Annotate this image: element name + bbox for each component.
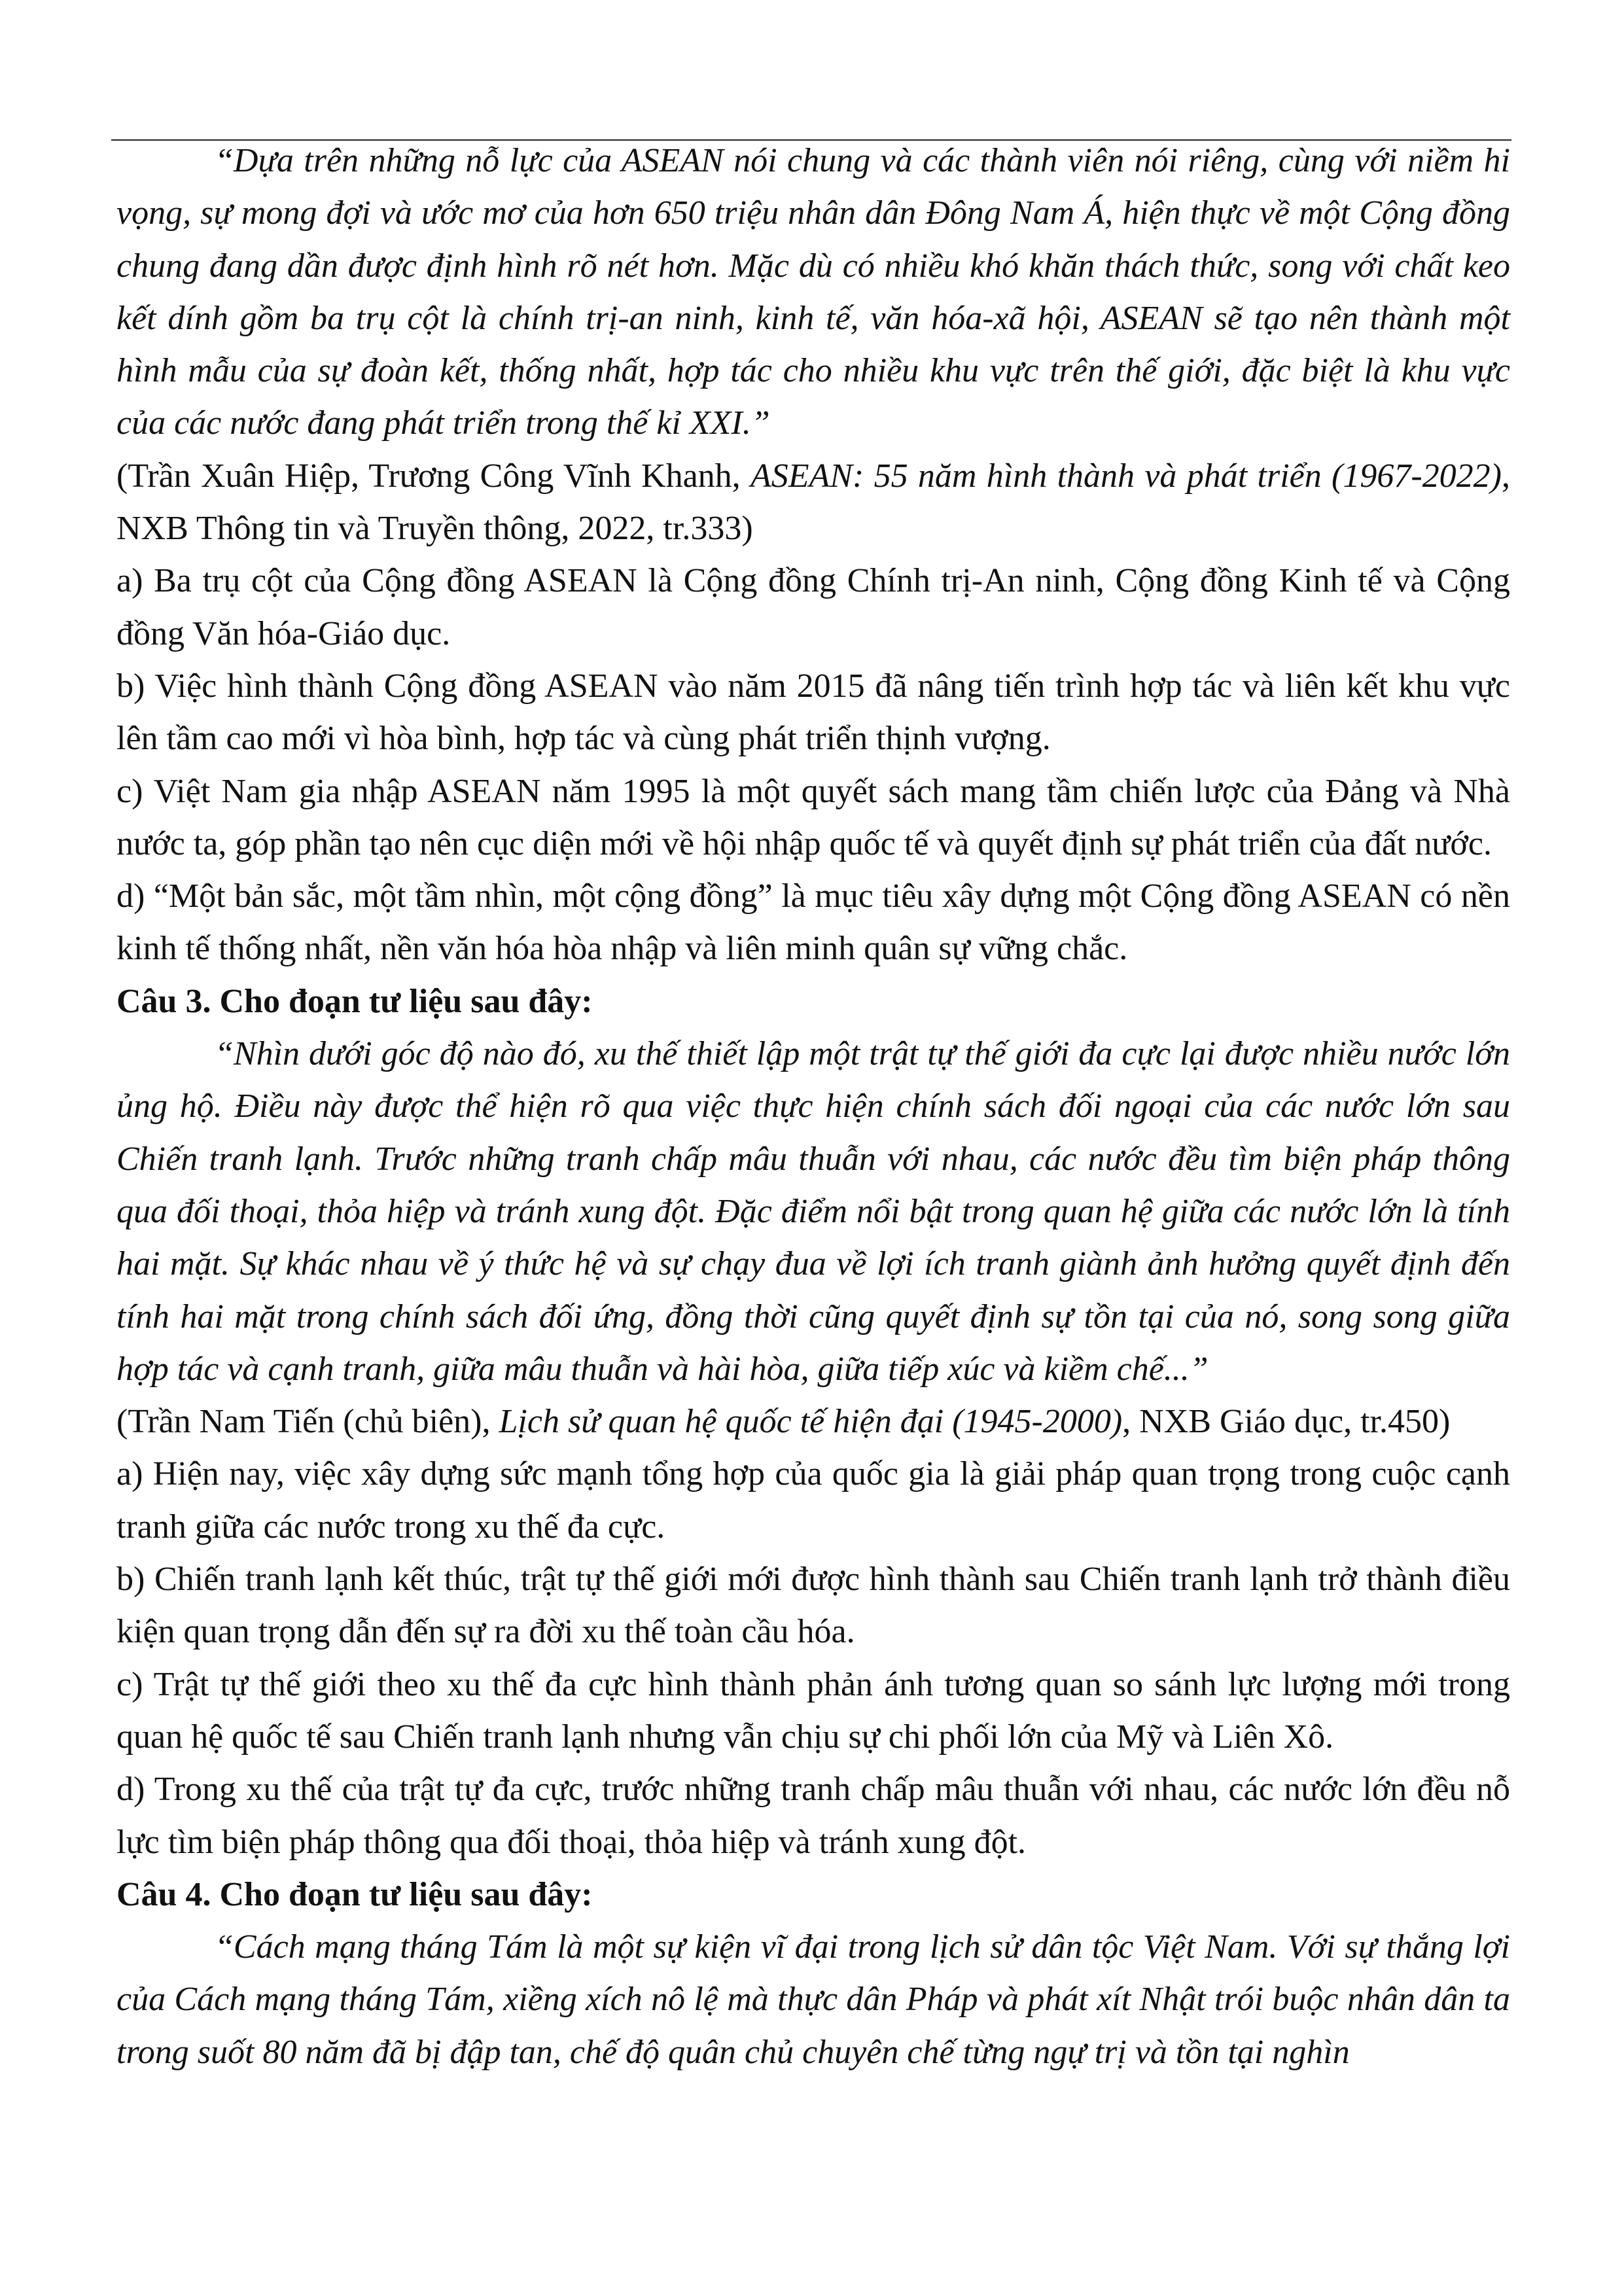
statement-c: c) Trật tự thế giới theo xu thế đa cực hình thành phản ánh tương quan so sánh lực lượng mới trong quan hệ quốc tế sau Chiến tranh lạnh nhưng vẫn chịu sự chi phối lớn của Mỹ và Liên Xô. (116, 1665, 1510, 1756)
question-4-heading: Câu 4. Cho đoạn tư liệu sau đây: (116, 1875, 593, 1913)
statement-d: d) Trong xu thế của trật tự đa cực, trước những tranh chấp mâu thuẫn với nhau, các nước lớn đều nỗ lực tìm biện pháp thông qua đối thoại, thỏa hiệp và tránh xung đột. (116, 1771, 1510, 1861)
statement-a: a) Ba trụ cột của Cộng đồng ASEAN là Cộng đồng Chính trị-An ninh, Cộng đồng Kinh tế và Cộng đồng Văn hóa-Giáo dục. (116, 562, 1510, 652)
question-3-heading: Câu 3. Cho đoạn tư liệu sau đây: (116, 982, 593, 1020)
source-citation-multipolar: (Trần Nam Tiến (chủ biên), Lịch sử quan hệ quốc tế hiện đại (1945-2000), NXB Giáo dục, tr.450) (116, 1403, 1451, 1441)
source-citation-asean: (Trần Xuân Hiệp, Trương Công Vĩnh Khanh, ASEAN: 55 năm hình thành và phát triển (1967-2022), NXB Thông tin và Truyền thông, 2022, tr.333) (116, 457, 1511, 548)
source-title: ASEAN: 55 năm hình thành và phát triển (1967-2022) (750, 457, 1502, 495)
statement-b: b) Chiến tranh lạnh kết thúc, trật tự thế giới mới được hình thành sau Chiến tranh lạnh trở thành điều kiện quan trọng dẫn đến sự ra đời xu thế toàn cầu hóa. (116, 1561, 1510, 1651)
document-body (116, 135, 1510, 2079)
statement-a: a) Hiện nay, việc xây dựng sức mạnh tổng hợp của quốc gia là giải pháp quan trọng trong cuộc cạnh tranh giữa các nước trong xu thế đa cực. (116, 1455, 1510, 1545)
statement-d: d) “Một bản sắc, một tầm nhìn, một cộng đồng” là mục tiêu xây dựng một Cộng đồng ASEAN có nền kinh tế thống nhất, nền văn hóa hòa nhập và liên minh quân sự vững chắc. (116, 877, 1510, 968)
source-title: Lịch sử quan hệ quốc tế hiện đại (1945-2000) (499, 1403, 1123, 1441)
statement-b: b) Việc hình thành Cộng đồng ASEAN vào năm 2015 đã nâng tiến trình hợp tác và liên kết khu vực lên tầm cao mới vì hòa bình, hợp tác và cùng phát triển thịnh vượng. (116, 667, 1510, 758)
statement-c: c) Việt Nam gia nhập ASEAN năm 1995 là một quyết sách mang tầm chiến lược của Đảng và Nhà nước ta, góp phần tạo nên cục diện mới về hội nhập quốc tế và quyết định sự phát triển của đất nước. (116, 772, 1510, 862)
quote-asean: “Dựa trên những nỗ lực của ASEAN nói chung và các thành viên nói riêng, cùng với niềm hi vọng, sự mong đợi và ước mơ của hơn 650 triệu nhân dân Đông Nam Á, hiện thực về một Cộng đồng chung đang dần được định hình rõ nét hơn. Mặc dù có nhiều khó khăn thách thức, song với chất keo kết dính gồm ba trụ cột là chính trị-an ninh, kinh tế, văn hóa-xã hội, ASEAN sẽ tạo nên thành một hình mẫu của sự đoàn kết, thống nhất, hợp tác cho nhiều khu vực trên thế giới, đặc biệt là khu vực của các nước đang phát triển trong thế kỉ XXI.” (116, 142, 1510, 442)
quote-august-revolution: “Cách mạng tháng Tám là một sự kiện vĩ đại trong lịch sử dân tộc Việt Nam. Với sự thắng lợi của Cách mạng tháng Tám, xiềng xích nô lệ mà thực dân Pháp và phát xít Nhật trói buộc nhân dân ta trong suốt 80 năm đã bị đập tan, chế độ quân chủ chuyên chế từng ngự trị và tồn tại nghìn (116, 1928, 1510, 2071)
quote-multipolar: “Nhìn dưới góc độ nào đó, xu thế thiết lập một trật tự thế giới đa cực lại được nhiều nước lớn ủng hộ. Điều này được thể hiện rõ qua việc thực hiện chính sách đối ngoại của các nước lớn sau Chiến tranh lạnh. Trước những tranh chấp mâu thuẫn với nhau, các nước đều tìm biện pháp thông qua đối thoại, thỏa hiệp và tránh xung đột. Đặc điểm nổi bật trong quan hệ giữa các nước lớn là tính hai mặt. Sự khác nhau về ý thức hệ và sự chạy đua về lợi ích tranh giành ảnh hưởng quyết định đến tính hai mặt trong chính sách đối ứng, đồng thời cũng quyết định sự tồn tại của nó, song song giữa hợp tác và cạnh tranh, giữa mâu thuẫn và hài hòa, giữa tiếp xúc và kiềm chế...” (116, 1035, 1510, 1388)
